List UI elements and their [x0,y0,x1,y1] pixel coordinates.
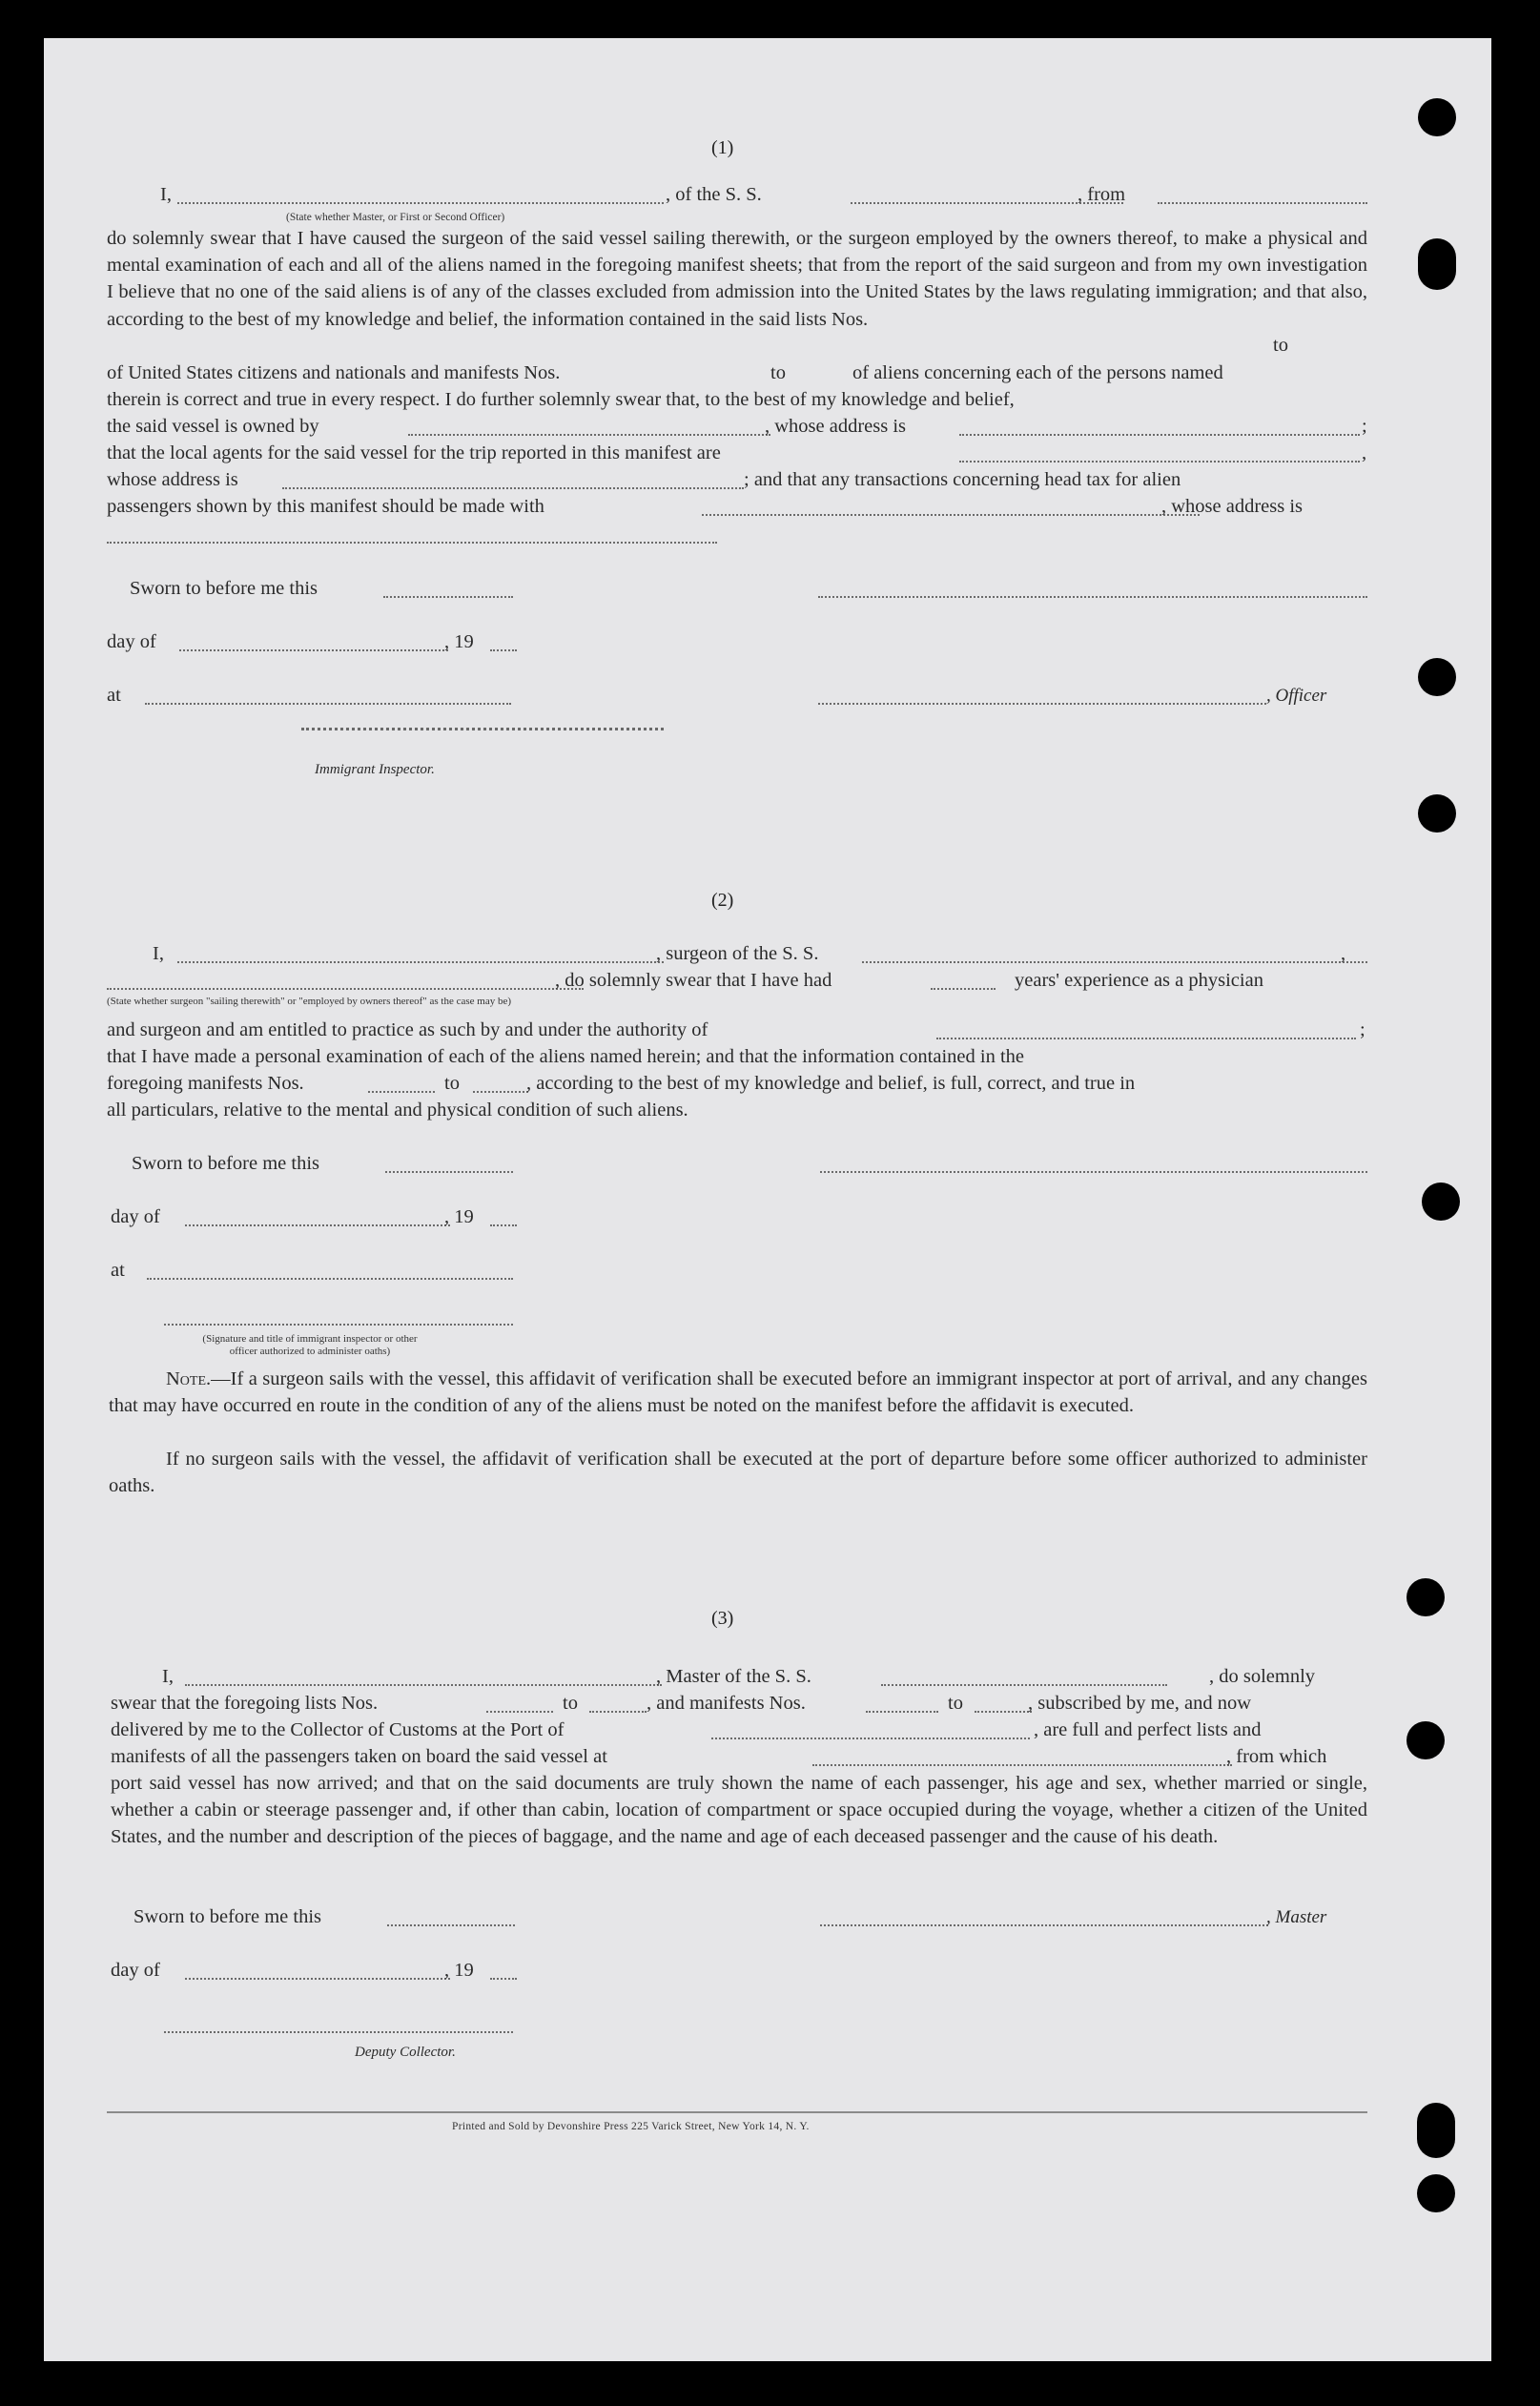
s2-comma: , [1341,943,1346,964]
punch-hole [1418,658,1456,696]
s1-day-of: day of [107,631,156,652]
s3-delivered: delivered by me to the Collector of Customs at the Port of [111,1719,565,1740]
punch-hole [1422,1182,1460,1221]
s3-to-1: to [563,1693,578,1714]
punch-hole [1418,794,1456,833]
s2-semicolon: ; [1360,1019,1365,1040]
s2-i: I, [153,943,164,964]
s2-note-2: If no surgeon sails with the vessel, the affidavit of verification shall be executed at the port of departure before some officer authorized to administer oaths. [109,1449,1367,1497]
s1-head-tax: ; and that any transactions concerning head tax for alien [744,469,1181,490]
s1-of-ss: , of the S. S. [666,184,762,205]
manifest-page [44,38,1491,2361]
s1-officer: , Officer [1266,686,1327,706]
s2-foregoing-c: , according to the best of my knowledge and belief, is full, correct, and true in [526,1073,1136,1094]
s3-subscribed: , subscribed by me, and now [1028,1693,1251,1714]
section-1-number: (1) [711,137,734,158]
punch-hole [1417,2103,1455,2158]
punch-hole [1407,1721,1445,1759]
s1-semicolon: ; [1362,416,1367,437]
s1-therein: therein is correct and true in every respect. I do further solemnly swear that, to the best of my knowledge and belief, [107,389,1015,410]
s3-day-of: day of [111,1960,160,1981]
s2-foregoing-b: to [444,1073,460,1094]
footer-printed: Printed and Sold by Devonshire Press 225 Varick Street, New York 14, N. Y. [452,2121,810,2132]
s1-comma: , [1362,442,1367,463]
s2-do-solemnly: , do solemnly swear that I have had [555,970,832,991]
s2-surgeon-of: , surgeon of the S. S. [656,943,819,964]
s3-nineteen: , 19 [444,1960,474,1981]
s1-passengers: passengers shown by this manifest should be made with [107,496,544,517]
s1-state-whether: (State whether Master, or First or Second Officer) [286,212,505,223]
s1-whose-address-2: whose address is [107,469,238,490]
s1-whose-address: , whose address is [765,416,907,437]
s3-manifests-all: manifests of all the passengers taken on board the said vessel at [111,1746,607,1767]
s2-note-label: Note. [166,1368,212,1389]
s2-note-1-text: —If a surgeon sails with the vessel, this affidavit of verification shall be executed before an immigrant inspector at port of arrival, and any changes that may have occurred en route in the condition of any of the aliens must be noted on the manifest before the affidavit is executed. [109,1368,1367,1417]
s2-note-1 [109,1366,1367,1419]
s2-body: that I have made a personal examination of each of the aliens named herein; and that the information contained in the [107,1046,1024,1067]
s1-body: do solemnly swear that I have caused the surgeon of the said vessel sailing therewith, or the surgeon employed by the owners thereof, to make a physical and mental examination of each and all of the aliens named in the foregoing manifest sheets; that from the report of the said surgeon and from my own investigation I believe that no one of the said aliens is of any of the classes excluded from admission into the United States by the laws regulating immigration; and that also, according to the best of my knowledge and belief, the information contained in the said lists Nos. [107,228,1367,330]
punch-hole [1418,98,1456,136]
s2-years: years' experience as a physician [1015,970,1263,991]
s2-state-whether: (State whether surgeon "sailing therewith" or "employed by owners thereof" as the case may be) [107,996,512,1007]
s3-do-solemnly: , do solemnly [1209,1666,1316,1687]
s1-from: , from [1078,184,1126,205]
s1-agents: that the local agents for the said vessel for the trip reported in this manifest are [107,442,721,463]
s1-lists-to: to [1273,335,1288,356]
s3-master-of: , Master of the S. S. [656,1666,811,1687]
footer-rule [107,2111,1367,2113]
punch-hole [1418,238,1456,290]
s1-immigrant-inspector: Immigrant Inspector. [315,762,435,777]
section-2-number: (2) [711,890,734,911]
s3-from-which: , from which [1226,1746,1327,1767]
s1-i: I, [160,184,172,205]
s3-are-full: , are full and perfect lists and [1034,1719,1262,1740]
section-3-number: (3) [711,1608,734,1629]
s2-nineteen: , 19 [444,1206,474,1227]
s3-swear-lists: swear that the foregoing lists Nos. [111,1693,379,1714]
s2-sworn: Sworn to before me this [132,1153,319,1174]
s1-owned: the said vessel is owned by [107,416,319,437]
s3-and-manifests: , and manifests Nos. [647,1693,806,1714]
punch-hole [1407,1578,1445,1616]
s3-body: port said vessel has now arrived; and that on the said documents are truly shown the name of each passenger, his age and sex, whether married or single, whether a cabin or steerage passenger and, if other than cabin, location of compartment or space occupied during the voyage, whether a citizen of the United States, and the number and description of the pieces of baggage, and the name and age of each deceased passenger and the cause of his death. [111,1773,1367,1848]
s1-whose-address-end: , whose address is [1161,496,1304,517]
s1-nineteen: , 19 [444,631,474,652]
s3-master: , Master [1266,1907,1327,1927]
s2-day-of: day of [111,1206,160,1227]
s1-citizens-c: of aliens concerning each of the persons named [852,362,1223,383]
s1-citizens-a: of United States citizens and nationals and manifests Nos. [107,362,561,383]
s1-sworn: Sworn to before me this [130,578,318,599]
s3-deputy-collector: Deputy Collector. [355,2045,456,2060]
s3-i: I, [162,1666,174,1687]
s2-at: at [111,1260,125,1281]
s1-citizens-b: to [770,362,786,383]
s1-at: at [107,685,121,706]
s3-sworn: Sworn to before me this [133,1906,321,1927]
s2-signature-note: (Signature and title of immigrant inspector or other officer authorized to administer oaths) [202,1333,418,1357]
punch-hole [1417,2174,1455,2212]
s3-to-2: to [948,1693,963,1714]
s2-foregoing-a: foregoing manifests Nos. [107,1073,304,1094]
s2-particulars: all particulars, relative to the mental and physical condition of such aliens. [107,1100,688,1121]
s2-surgeon: and surgeon and am entitled to practice as such by and under the authority of [107,1019,708,1040]
